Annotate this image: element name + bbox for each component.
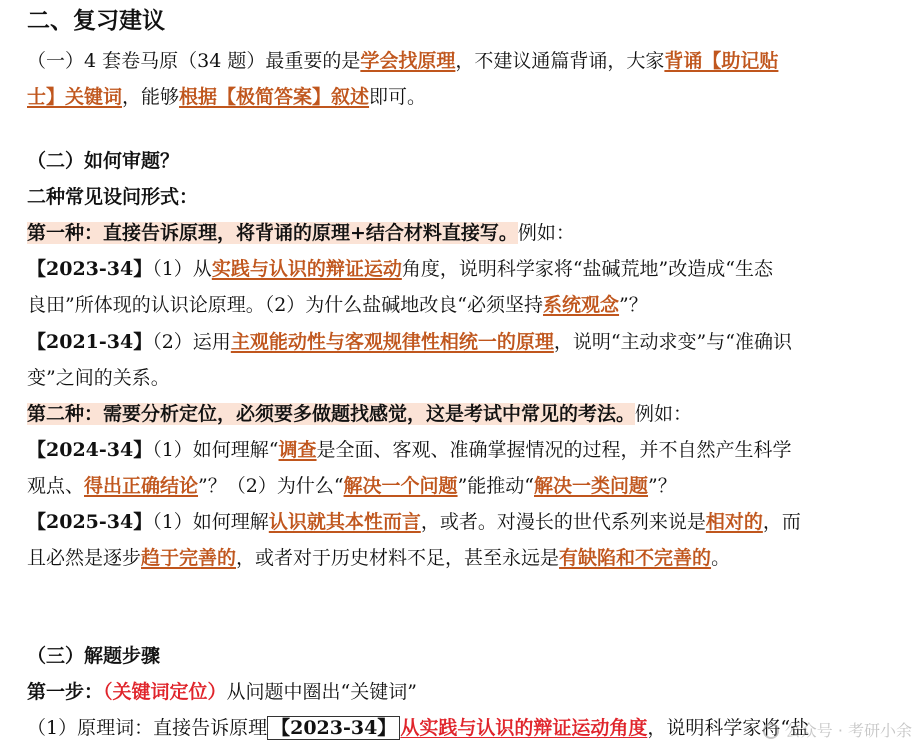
text: 。 bbox=[711, 547, 731, 569]
type-2-line bbox=[27, 399, 907, 429]
key-phrase: 解决一类问题 bbox=[534, 475, 649, 497]
key-phrase: 得出正确结论 bbox=[84, 475, 199, 497]
type-1-line bbox=[27, 218, 907, 248]
text: 观点、 bbox=[27, 475, 85, 497]
text: 变”之间的关系。 bbox=[27, 367, 170, 389]
text: ，说明科学家将“盐 bbox=[647, 717, 810, 739]
year-tag: 【2023-34】 bbox=[27, 258, 153, 280]
key-phrase: 士】关键词 bbox=[27, 86, 123, 108]
text: 且必然是逐步 bbox=[27, 547, 142, 569]
text: 即可。 bbox=[369, 86, 427, 108]
q2025-line-2 bbox=[27, 543, 907, 573]
section-heading: 二、复习建议 bbox=[27, 8, 165, 34]
key-phrase: 调查 bbox=[278, 439, 317, 461]
q2024-line-1 bbox=[27, 435, 907, 465]
year-tag: 【2024-34】 bbox=[27, 439, 153, 461]
text: （1）原理词：直接告诉原理 bbox=[27, 717, 268, 739]
text: ，能够 bbox=[122, 86, 180, 108]
year-tag: 【2025-34】 bbox=[27, 511, 153, 533]
q2021-line-2 bbox=[27, 363, 907, 393]
key-phrase: 根据【极简答案】叙述 bbox=[179, 86, 370, 108]
key-phrase: 实践与认识的辩证运动 bbox=[211, 258, 402, 280]
watermark-text: 公众号 · 考研小余 bbox=[784, 721, 912, 740]
text: ”？（2）为什么“ bbox=[198, 475, 344, 497]
text: 是全面、客观、准确掌握情况的过程，并不自然产生科学 bbox=[316, 439, 792, 461]
red-key-phrase: 从实践与认识的辩证运动角度 bbox=[400, 717, 648, 739]
key-phrase: 主观能动性与客观规律性相统一的原理 bbox=[230, 331, 554, 353]
q2025-line-1 bbox=[27, 507, 907, 537]
step-1-line bbox=[27, 677, 907, 707]
watermark bbox=[763, 718, 912, 741]
step-label: 第一步： bbox=[27, 681, 104, 703]
text: 角度，说明科学家将“盐碱荒地”改造成“生态 bbox=[401, 258, 773, 280]
key-phrase: 认识就其本性而言 bbox=[268, 511, 421, 533]
text: 良田”所体现的认识论原理。（2）为什么盐碱地改良“必须坚持 bbox=[27, 294, 544, 316]
text: ，而 bbox=[762, 511, 801, 533]
highlight-type-1: 第一种：直接告诉原理，将背诵的原理+结合材料直接写。 bbox=[27, 222, 518, 244]
wechat-icon bbox=[763, 723, 779, 739]
key-phrase: 有缺陷和不完善的 bbox=[559, 547, 712, 569]
key-phrase: 相对的 bbox=[705, 511, 763, 533]
text: 例如： bbox=[635, 403, 693, 425]
q2021-line-1 bbox=[27, 327, 907, 357]
subsection-title-2: （二）如何审题？ bbox=[27, 150, 180, 172]
text: ，说明“主动求变”与“准确识 bbox=[553, 331, 792, 353]
q2023-line-2 bbox=[27, 290, 907, 320]
text: （1）如何理解 bbox=[152, 511, 269, 533]
text: （1）从 bbox=[152, 258, 212, 280]
text: ，或者对于历史材料不足，甚至永远是 bbox=[236, 547, 560, 569]
key-phrase: 解决一个问题 bbox=[343, 475, 458, 497]
text: ”能推动“ bbox=[457, 475, 534, 497]
q2024-line-2 bbox=[27, 471, 907, 501]
subsection-title-3: （三）解题步骤 bbox=[27, 645, 161, 667]
key-phrase: 背诵【助记贴 bbox=[664, 50, 779, 72]
question-forms-subtitle: 二种常见设问形式： bbox=[27, 186, 199, 208]
text: ，不建议通篇背诵，大家 bbox=[455, 50, 665, 72]
key-phrase: 趋于完善的 bbox=[141, 547, 237, 569]
text: ，或者。对漫长的世代系列来说是 bbox=[420, 511, 706, 533]
text: 从问题中圈出“关键词” bbox=[226, 681, 417, 703]
text: ”？ bbox=[648, 475, 677, 497]
text: （一）4 套卷马原（34 题）最重要的是 bbox=[27, 50, 361, 72]
text: （1）如何理解“ bbox=[152, 439, 279, 461]
para-1-line-1 bbox=[27, 46, 907, 76]
key-phrase: 学会找原理 bbox=[360, 50, 456, 72]
key-phrase: 系统观念 bbox=[543, 294, 620, 316]
text: ”？ bbox=[619, 294, 648, 316]
year-tag: 【2021-34】 bbox=[27, 331, 153, 353]
para-1-line-2 bbox=[27, 82, 907, 112]
step-keyword: （关键词定位） bbox=[103, 681, 227, 703]
q2023-line-1 bbox=[27, 254, 907, 284]
highlight-type-2: 第二种：需要分析定位，必须要多做题找感觉，这是考试中常见的考法。 bbox=[27, 403, 636, 425]
text: 例如： bbox=[517, 222, 575, 244]
boxed-year-tag: 【2023-34】 bbox=[267, 716, 400, 740]
text: （2）运用 bbox=[152, 331, 231, 353]
